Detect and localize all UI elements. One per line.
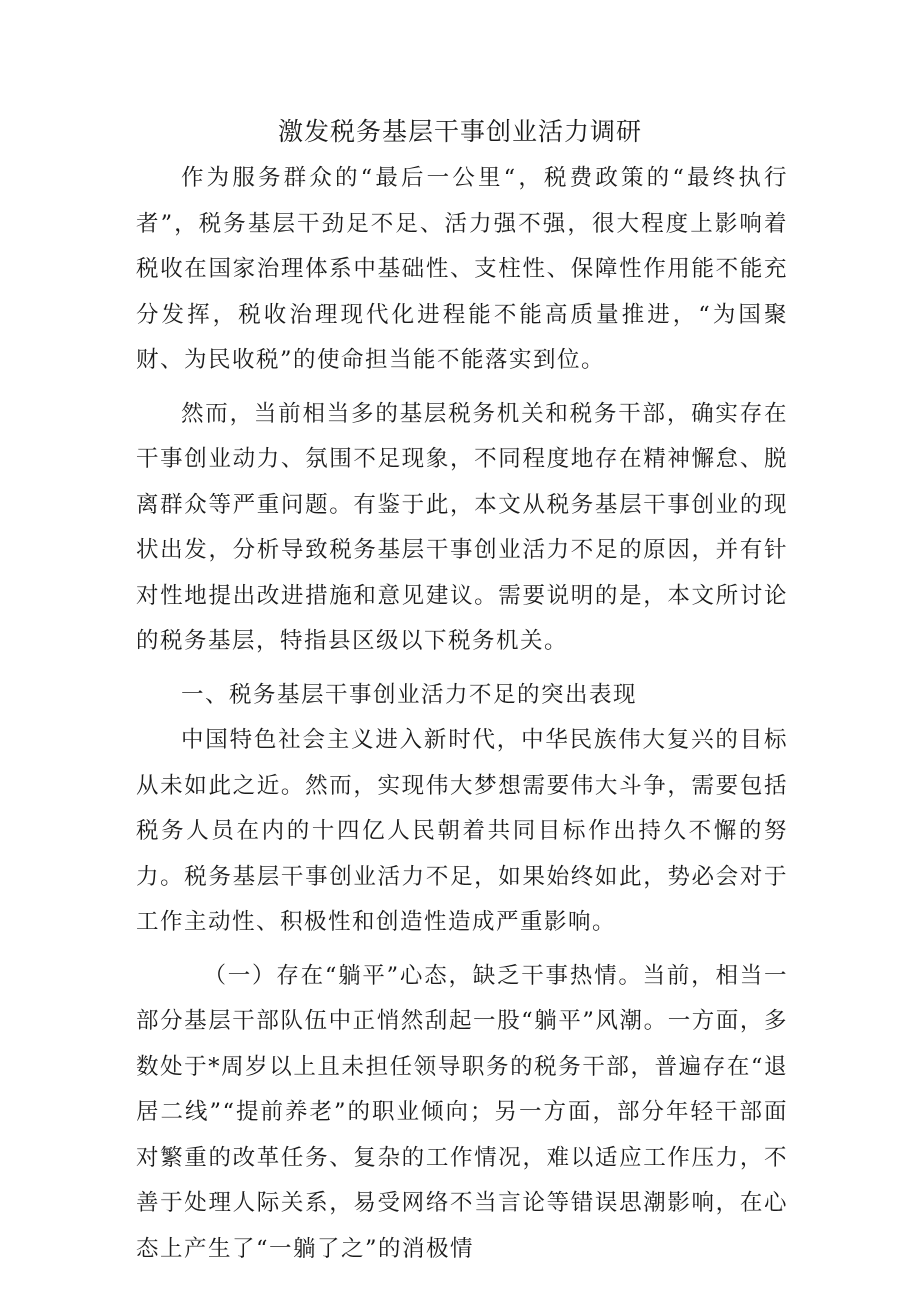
section-heading: 一、税务基层干事创业活力不足的突出表现 [181,681,638,708]
paragraph-subsection-one: （一）存在“躺平”心态，缺乏干事热情。当前，相当一部分基层干部队伍中正悄然刮起一股“躺平”风潮。一方面，多数处于*周岁以上且未担任领导职务的税务干部，普遍存在“退居二线”“提前养老”的职业倾向；另一方面，部分年轻干部面对繁重的改革任务、复杂的工作情况，难以适应工作压力，不善于处理人际关系，易受网络不当言论等错误思潮影响，在心态上产生了“一躺了之”的消极情 [136,962,788,1262]
paragraph-background: 然而，当前相当多的基层税务机关和税务干部，确实存在干事创业动力、氛围不足现象，不同程度地存在精神懈怠、脱离群众等严重问题。有鉴于此，本文从税务基层干事创业的现状出发，分析导致税务基层干事创业活力不足的原因，并有针对性地提出改进措施和意见建议。需要说明的是，本文所讨论的税务基层，特指县区级以下税务机关。 [136,400,788,654]
paragraph-section-intro: 中国特色社会主义进入新时代，中华民族伟大复兴的目标从未如此之近。然而，实现伟大梦想需要伟大斗争，需要包括税务人员在内的十四亿人民朝着共同目标作出持久不懈的努力。税务基层干事创业活力不足，如果始终如此，势必会对于工作主动性、积极性和创造性造成严重影响。 [136,727,788,935]
document-body [136,156,788,1272]
paragraph-intro: 作为服务群众的“最后一公里“，税费政策的“最终执行者”，税务基层干劲足不足、活力强不强，很大程度上影响着税收在国家治理体系中基础性、支柱性、保障性作用能不能充分发挥，税收治理现代化进程能不能高质量推进，“为国聚财、为民收税”的使命担当能不能落实到位。 [136,165,788,373]
document-title: 激发税务基层干事创业活力调研 [277,117,642,146]
